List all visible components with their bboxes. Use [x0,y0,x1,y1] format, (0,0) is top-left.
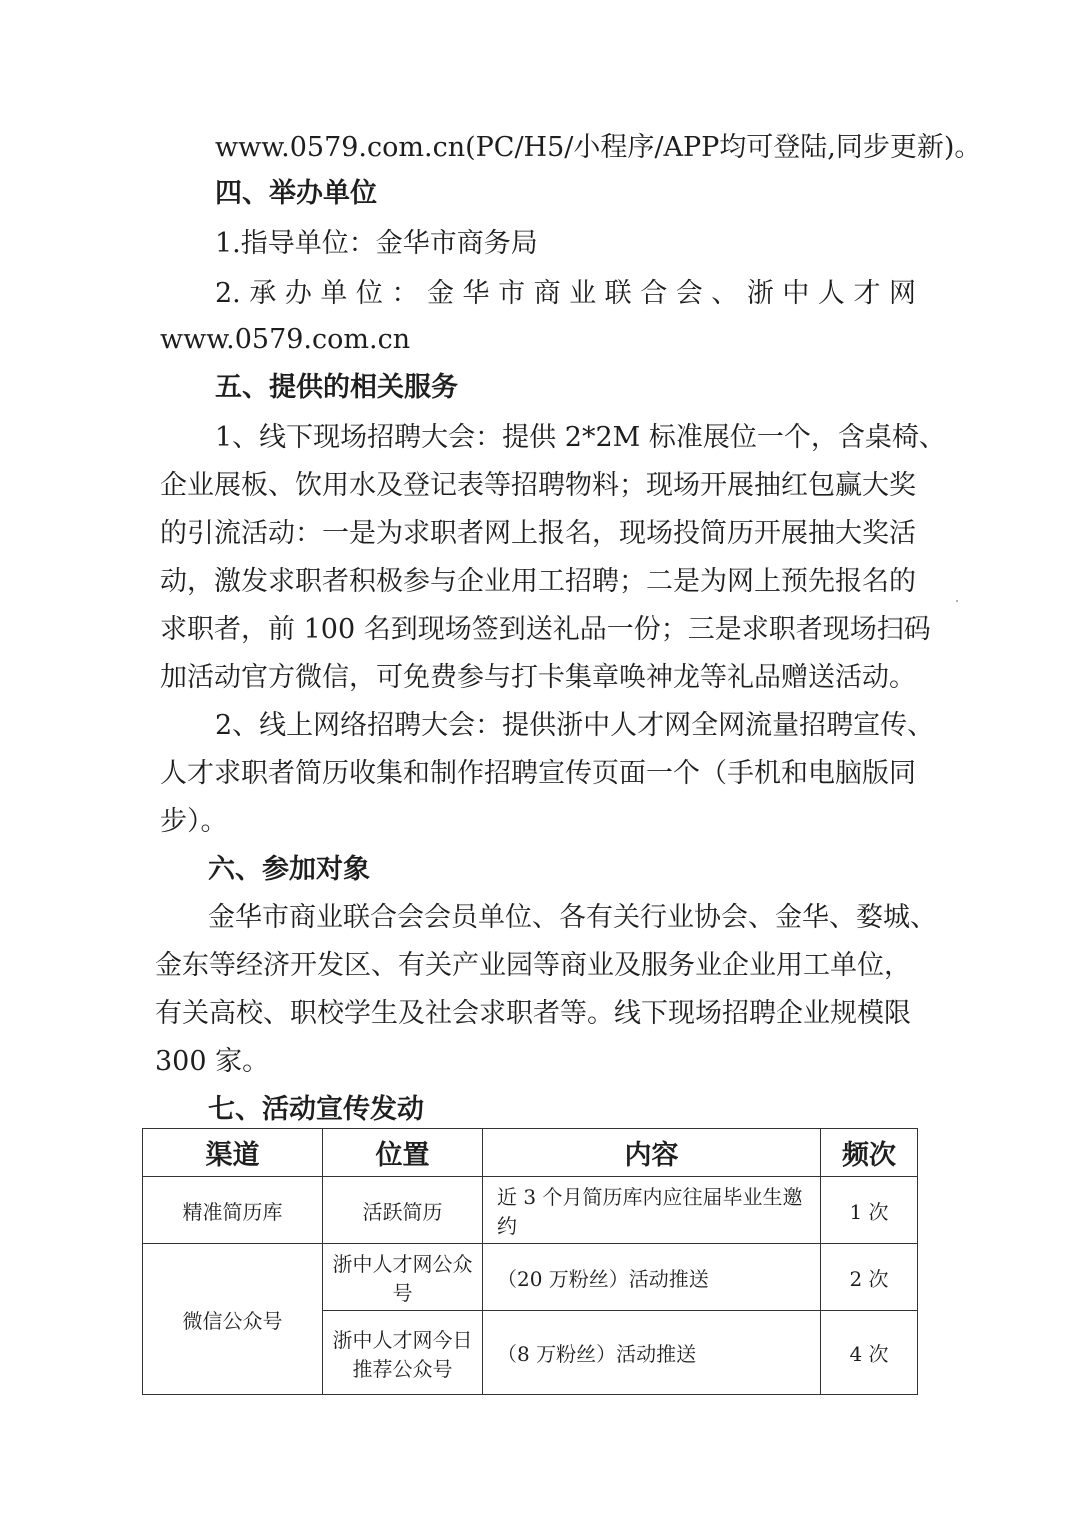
cell-position: 活跃简历 [323,1177,483,1244]
services-paragraph-line: 加活动官方微信，可免费参与打卡集章唤神龙等礼品赠送活动。 [160,662,916,693]
column-header-channel: 渠道 [143,1129,323,1177]
cell-channel: 精准简历库 [143,1177,323,1244]
cell-content: （20 万粉丝）活动推送 [483,1244,821,1311]
cell-frequency: 2 次 [821,1244,918,1311]
section-heading-participants: 六、参加对象 [208,854,370,885]
section-heading-organizers: 四、举办单位 [215,178,377,209]
organizing-unit: 2.承办单位：金华市商业联合会、浙中人才网 [215,278,916,309]
participants-paragraph-line: 金华市商业联合会会员单位、各有关行业协会、金华、婺城、 [208,902,937,933]
column-header-position: 位置 [323,1129,483,1177]
section-heading-services: 五、提供的相关服务 [215,372,458,403]
organizing-unit-url: www.0579.com.cn [160,324,411,355]
services-paragraph-line: 1、线下现场招聘大会：提供 2*2M 标准展位一个，含桌椅、 [215,422,946,453]
section-heading-promotion: 七、活动宣传发动 [208,1094,424,1125]
services-paragraph-line: 2、线上网络招聘大会：提供浙中人才网全网流量招聘宣传、 [215,710,935,741]
promotion-table [142,1128,918,1395]
services-paragraph-line: 动，激发求职者积极参与企业用工招聘；二是为网上预先报名的 [160,566,916,597]
guiding-unit: 1.指导单位：金华市商务局 [215,228,538,259]
cell-frequency: 4 次 [821,1311,918,1395]
cell-position: 浙中人才网公众号 [323,1244,483,1311]
cell-content: 近 3 个月简历库内应往届毕业生邀约 [483,1177,821,1244]
services-paragraph-line: 企业展板、饮用水及登记表等招聘物料；现场开展抽红包赢大奖 [160,470,916,501]
column-header-content: 内容 [483,1129,821,1177]
cell-position: 浙中人才网今日推荐公众号 [323,1311,483,1395]
participants-paragraph-line: 有关高校、职校学生及社会求职者等。线下现场招聘企业规模限 [155,998,911,1029]
participants-paragraph-line: 金东等经济开发区、有关产业园等商业及服务业企业用工单位， [155,950,911,981]
services-paragraph-line: 求职者，前 100 名到现场签到送礼品一份；三是求职者现场扫码 [160,614,931,645]
services-paragraph-line: 的引流活动：一是为求职者网上报名，现场投简历开展抽大奖活 [160,518,916,549]
cell-channel: 微信公众号 [143,1244,323,1395]
services-paragraph-line: 步）。 [160,806,228,837]
table-row [143,1177,918,1244]
table-header-row [143,1129,918,1177]
cell-content: （8 万粉丝）活动推送 [483,1311,821,1395]
participants-paragraph-line: 300 家。 [155,1046,270,1077]
website-line: www.0579.com.cn(PC/H5/小程序/APP均可登陆,同步更新)。 [215,132,982,163]
column-header-frequency: 频次 [821,1129,918,1177]
scan-speck [956,600,958,602]
cell-frequency: 1 次 [821,1177,918,1244]
services-paragraph-line: 人才求职者简历收集和制作招聘宣传页面一个（手机和电脑版同 [160,758,916,789]
table-row [143,1244,918,1311]
